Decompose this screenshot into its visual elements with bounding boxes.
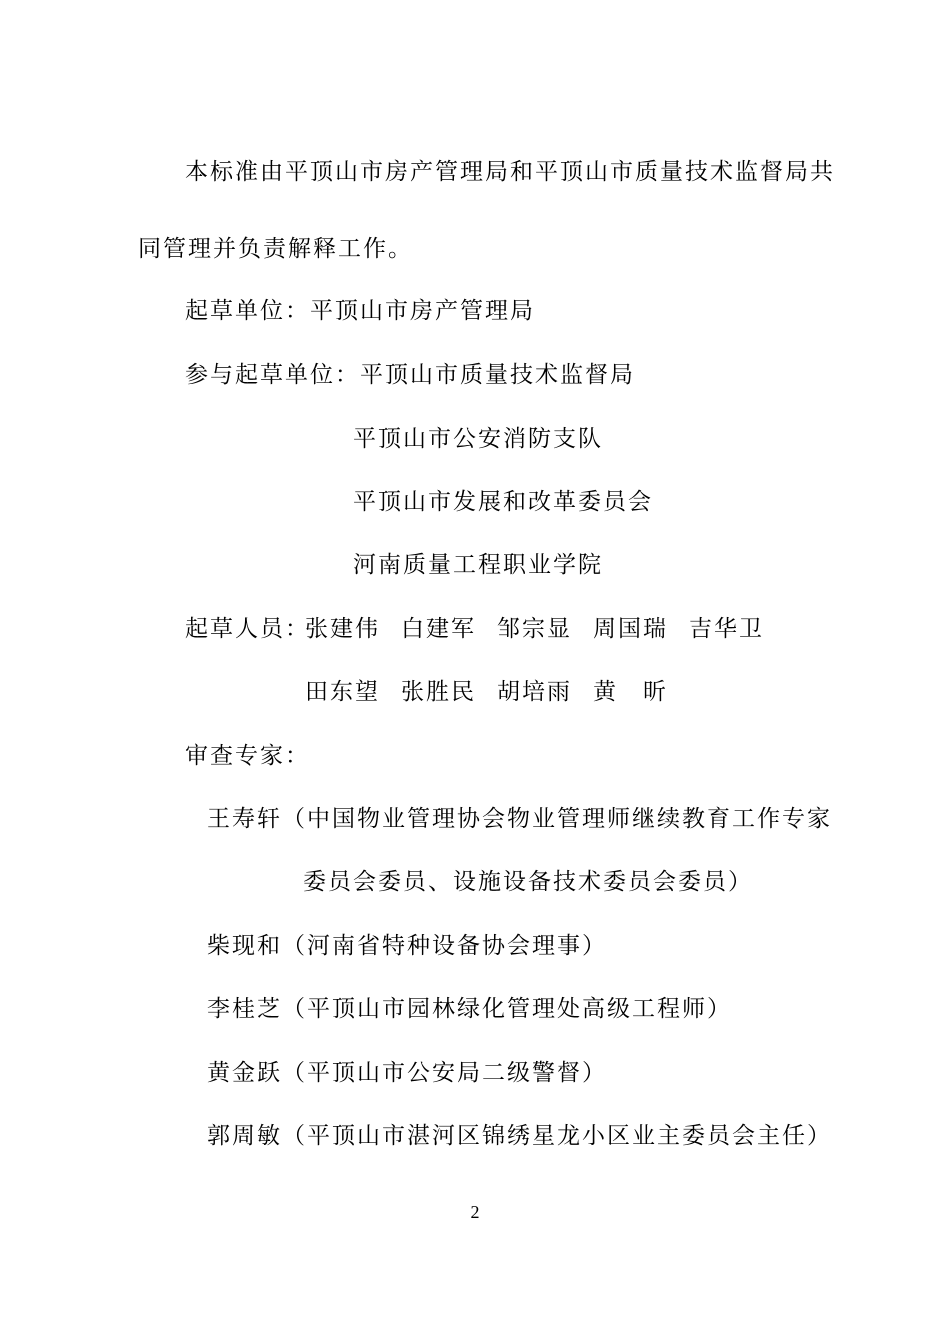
reviewer-row bbox=[207, 1059, 607, 1087]
reviewer-row bbox=[207, 995, 732, 1023]
reviewer-desc: （平顶山市湛河区锦绣星龙小区业主委员会主任） bbox=[282, 1123, 832, 1149]
drafter-name: 田东望 bbox=[305, 679, 380, 705]
drafter-name: 周国瑞 bbox=[593, 616, 668, 642]
reviewers-label: 审查专家： bbox=[185, 743, 310, 769]
drafter-name: 吉华卫 bbox=[689, 616, 764, 642]
participating-unit: 平顶山市质量技术监督局 bbox=[360, 362, 635, 388]
drafting-unit-row bbox=[185, 297, 535, 325]
reviewer-desc: （河南省特种设备协会理事） bbox=[282, 933, 607, 959]
reviewer-name: 柴现和 bbox=[207, 933, 282, 959]
drafter-name: 张建伟 bbox=[305, 616, 380, 642]
drafter-name: 邹宗显 bbox=[497, 616, 572, 642]
reviewer-name: 黄金跃 bbox=[207, 1060, 282, 1086]
drafter-name: 张胜民 bbox=[401, 679, 476, 705]
reviewer-row bbox=[207, 805, 832, 833]
participating-units-row bbox=[185, 361, 635, 389]
drafter-name: 白建军 bbox=[401, 616, 476, 642]
reviewer-name: 李桂芝 bbox=[207, 996, 282, 1022]
drafter-name: 胡培雨 bbox=[497, 679, 572, 705]
reviewer-desc-continued: 委员会委员、设施设备技术委员会委员） bbox=[303, 869, 753, 895]
participating-unit: 河南质量工程职业学院 bbox=[353, 552, 603, 578]
reviewer-row bbox=[207, 1122, 832, 1150]
page-number: 2 bbox=[470, 1202, 480, 1222]
drafters-row-2 bbox=[305, 678, 668, 706]
paragraph-line-2: 同管理并负责解释工作。 bbox=[138, 236, 413, 262]
participating-units-label: 参与起草单位： bbox=[185, 362, 360, 388]
reviewer-name: 郭周敏 bbox=[207, 1123, 282, 1149]
drafting-unit-label: 起草单位： bbox=[185, 298, 310, 324]
reviewer-desc: （中国物业管理协会物业管理师继续教育工作专家 bbox=[282, 806, 832, 832]
participating-unit: 平顶山市发展和改革委员会 bbox=[353, 489, 653, 515]
reviewer-name: 王寿轩 bbox=[207, 806, 282, 832]
drafting-unit-value: 平顶山市房产管理局 bbox=[310, 298, 535, 324]
reviewer-desc: （平顶山市公安局二级警督） bbox=[282, 1060, 607, 1086]
drafter-name: 黄 昕 bbox=[593, 679, 668, 705]
reviewer-row bbox=[207, 932, 607, 960]
paragraph-line-1: 本标准由平顶山市房产管理局和平顶山市质量技术监督局共 bbox=[185, 159, 835, 185]
drafters-row-1 bbox=[185, 615, 764, 643]
drafters-label: 起草人员： bbox=[185, 616, 310, 642]
reviewer-desc: （平顶山市园林绿化管理处高级工程师） bbox=[282, 996, 732, 1022]
participating-unit: 平顶山市公安消防支队 bbox=[353, 426, 603, 452]
